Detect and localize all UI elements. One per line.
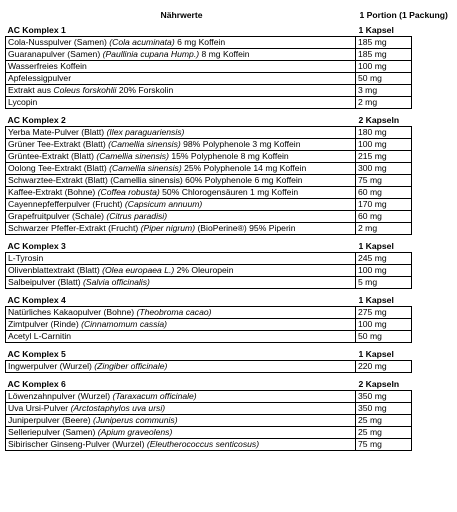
ingredient-label: Guaranapulver (Samen) bbox=[8, 49, 103, 59]
ingredient-name bbox=[6, 85, 356, 97]
ingredient-detail: 98% Polyphenole 3 mg Koffein bbox=[180, 139, 301, 149]
ingredient-row bbox=[6, 319, 412, 331]
ingredient-row bbox=[6, 163, 412, 175]
ingredient-row bbox=[6, 307, 412, 319]
ingredient-name bbox=[6, 61, 356, 73]
ingredient-amount: 275 mg bbox=[356, 307, 412, 319]
ingredient-row bbox=[6, 139, 412, 151]
ingredient-amount: 25 mg bbox=[356, 427, 412, 439]
ingredient-name bbox=[6, 277, 356, 289]
group-name: AC Komplex 3 bbox=[7, 240, 66, 251]
ingredient-name bbox=[6, 211, 356, 223]
ingredient-detail: 8 mg Koffein bbox=[199, 49, 250, 59]
ingredient-latin-name: (Theobroma cacao) bbox=[136, 307, 212, 317]
group-header-row bbox=[6, 240, 412, 253]
ingredient-name bbox=[6, 151, 356, 163]
ingredient-label: Ingwerpulver (Wurzel) bbox=[8, 361, 95, 371]
ingredient-name bbox=[6, 187, 356, 199]
ingredient-detail: 20% Forskolin bbox=[116, 85, 174, 95]
ingredient-amount: 25 mg bbox=[356, 415, 412, 427]
ingredient-latin-name: (Coffea robusta) bbox=[97, 187, 160, 197]
ingredient-row bbox=[6, 37, 412, 49]
ingredient-row bbox=[6, 415, 412, 427]
ingredient-latin-name: (Juniperus communis) bbox=[93, 415, 178, 425]
ingredient-name bbox=[6, 139, 356, 151]
ingredient-name bbox=[6, 319, 356, 331]
ingredient-name bbox=[6, 163, 356, 175]
ingredient-detail: 50% Chlorogensäuren 1 mg Koffein bbox=[159, 187, 299, 197]
ingredient-amount: 215 mg bbox=[356, 151, 412, 163]
ingredient-row bbox=[6, 211, 412, 223]
ingredient-latin-name: (Camellia sinensis) bbox=[109, 163, 182, 173]
ingredient-amount: 50 mg bbox=[356, 73, 412, 85]
ingredient-amount: 75 mg bbox=[356, 175, 412, 187]
group-header-row bbox=[6, 114, 412, 127]
ingredient-row bbox=[6, 331, 412, 343]
ingredient-row bbox=[6, 175, 412, 187]
ingredient-latin-name: (Citrus paradisi) bbox=[106, 211, 168, 221]
group-serving: 2 Kapseln bbox=[358, 114, 400, 125]
ingredient-latin-name: (Piper nigrum) bbox=[140, 223, 196, 233]
ingredient-amount: 185 mg bbox=[356, 49, 412, 61]
group-header-row bbox=[6, 294, 412, 307]
ingredient-row bbox=[6, 199, 412, 211]
ingredient-label: Natürliches Kakaopulver (Bohne) bbox=[8, 307, 137, 317]
ingredient-label: Cola-Nusspulver (Samen) bbox=[8, 37, 110, 47]
ingredient-row bbox=[6, 427, 412, 439]
group-name: AC Komplex 5 bbox=[7, 348, 66, 359]
ingredient-name bbox=[6, 391, 356, 403]
group-serving: 1 Kapsel bbox=[358, 294, 394, 305]
ingredient-amount: 2 mg bbox=[356, 97, 412, 109]
ingredient-name bbox=[6, 37, 356, 49]
ingredient-detail: 25% Polyphenole 14 mg Koffein bbox=[181, 163, 307, 173]
ingredient-latin-name: (Camellia sinensis) bbox=[96, 151, 169, 161]
ingredient-latin-name: (Cola acuminata) bbox=[109, 37, 175, 47]
ingredient-name bbox=[6, 97, 356, 109]
ingredient-name bbox=[6, 223, 356, 235]
ingredient-label: Acetyl L-Carnitin bbox=[8, 331, 72, 341]
header-nutrients: Nährwerte bbox=[160, 10, 203, 20]
ingredient-amount: 50 mg bbox=[356, 331, 412, 343]
ingredient-amount: 220 mg bbox=[356, 361, 412, 373]
ingredient-label: Löwenzahnpulver (Wurzel) bbox=[8, 391, 113, 401]
ingredient-row bbox=[6, 49, 412, 61]
ingredient-name bbox=[6, 361, 356, 373]
ingredient-amount: 245 mg bbox=[356, 253, 412, 265]
ingredient-row bbox=[6, 403, 412, 415]
ingredient-amount: 100 mg bbox=[356, 265, 412, 277]
ingredient-label: Yerba Mate-Pulver (Blatt) bbox=[8, 127, 107, 137]
ingredient-detail: 6 mg Koffein bbox=[174, 37, 226, 47]
ingredient-label: Selleriepulver (Samen) bbox=[8, 427, 98, 437]
ingredient-name bbox=[6, 253, 356, 265]
ingredient-row bbox=[6, 361, 412, 373]
ingredient-label: Grüntee-Extrakt (Blatt) bbox=[8, 151, 97, 161]
ingredient-name bbox=[6, 265, 356, 277]
ingredient-label: Grüner Tee-Extrakt (Blatt) bbox=[8, 139, 109, 149]
ingredient-name bbox=[6, 307, 356, 319]
ingredient-name bbox=[6, 415, 356, 427]
ingredient-amount: 2 mg bbox=[356, 223, 412, 235]
group-name: AC Komplex 4 bbox=[7, 294, 66, 305]
ingredient-latin-name: (Apium graveolens) bbox=[97, 427, 173, 437]
group-header-row bbox=[6, 378, 412, 391]
ingredient-detail: (BioPerine®) 95% Piperin bbox=[195, 223, 296, 233]
ingredient-amount: 350 mg bbox=[356, 403, 412, 415]
ingredient-label: Cayennepfefferpulver (Frucht) bbox=[8, 199, 125, 209]
ingredient-name bbox=[6, 73, 356, 85]
ingredient-name bbox=[6, 127, 356, 139]
ingredient-name bbox=[6, 439, 356, 451]
ingredient-amount: 100 mg bbox=[356, 319, 412, 331]
ingredient-latin-name: (Capsicum annuum) bbox=[124, 199, 203, 209]
ingredient-row bbox=[6, 97, 412, 109]
ingredient-row bbox=[6, 85, 412, 97]
group-serving: 2 Kapseln bbox=[358, 378, 400, 389]
ingredient-amount: 100 mg bbox=[356, 139, 412, 151]
ingredient-label: Schwarzer Pfeffer-Extrakt (Frucht) bbox=[8, 223, 141, 233]
ingredient-row bbox=[6, 73, 412, 85]
ingredient-latin-name: (Eleutherococcus senticosus) bbox=[146, 439, 260, 449]
ingredient-amount: 60 mg bbox=[356, 187, 412, 199]
ingredient-label: Wasserfreies Koffein bbox=[8, 61, 87, 71]
ingredient-label: Grapefruitpulver (Schale) bbox=[8, 211, 107, 221]
group-serving: 1 Kapsel bbox=[358, 240, 394, 251]
ingredient-row bbox=[6, 439, 412, 451]
group-serving: 1 Kapsel bbox=[358, 348, 394, 359]
ingredient-name bbox=[6, 199, 356, 211]
ingredient-label: Zimtpulver (Rinde) bbox=[8, 319, 82, 329]
ingredient-label: Uva Ursi-Pulver bbox=[8, 403, 71, 413]
ingredient-amount: 170 mg bbox=[356, 199, 412, 211]
ingredient-name bbox=[6, 49, 356, 61]
group-name: AC Komplex 2 bbox=[7, 114, 66, 125]
ingredient-label: Juniperpulver (Beere) bbox=[8, 415, 94, 425]
ingredient-row bbox=[6, 253, 412, 265]
ingredient-label: L-Tyrosin bbox=[8, 253, 44, 263]
ingredient-latin-name: (Taraxacum officinale) bbox=[112, 391, 197, 401]
ingredient-label: Sibirischer Ginseng-Pulver (Wurzel) bbox=[8, 439, 147, 449]
group-name: AC Komplex 1 bbox=[7, 24, 66, 35]
group-serving: 1 Kapsel bbox=[358, 24, 394, 35]
ingredient-row bbox=[6, 277, 412, 289]
ingredient-latin-name: (Arctostaphylos uva ursi) bbox=[70, 403, 166, 413]
ingredient-row bbox=[6, 127, 412, 139]
ingredient-row bbox=[6, 265, 412, 277]
nutrition-table bbox=[5, 7, 448, 451]
ingredient-latin-name: (Camellia sinensis) bbox=[108, 139, 181, 149]
ingredient-label: Apfelessigpulver bbox=[8, 73, 72, 83]
ingredient-row bbox=[6, 151, 412, 163]
ingredient-label: Oolong Tee-Extrakt (Blatt) bbox=[8, 163, 110, 173]
ingredient-amount: 3 mg bbox=[356, 85, 412, 97]
ingredient-latin-name: (Zingiber officinale) bbox=[94, 361, 168, 371]
ingredient-name bbox=[6, 403, 356, 415]
ingredient-label: Salbeipulver (Blatt) bbox=[8, 277, 83, 287]
ingredient-detail: 15% Polyphenole 8 mg Koffein bbox=[168, 151, 289, 161]
ingredient-latin-name: (Cinnamomum cassia) bbox=[81, 319, 168, 329]
ingredient-row bbox=[6, 61, 412, 73]
ingredient-label: Olivenblattextrakt (Blatt) bbox=[8, 265, 103, 275]
ingredient-name bbox=[6, 331, 356, 343]
ingredient-latin-name: (Salvia officinalis) bbox=[83, 277, 150, 287]
ingredient-amount: 5 mg bbox=[356, 277, 412, 289]
ingredient-amount: 180 mg bbox=[356, 127, 412, 139]
ingredient-latin-name: Coleus forskohlii bbox=[53, 85, 117, 95]
ingredient-row bbox=[6, 223, 412, 235]
ingredient-label: Schwarztee-Extrakt (Blatt) (Camellia sinensis) 60% Polyphenole 6 mg Koffein bbox=[8, 175, 303, 185]
ingredient-name bbox=[6, 427, 356, 439]
group-header-row bbox=[6, 24, 412, 37]
ingredient-row bbox=[6, 187, 412, 199]
ingredient-name bbox=[6, 175, 356, 187]
ingredient-latin-name: (Ilex paraguariensis) bbox=[106, 127, 185, 137]
ingredient-detail: 2% Oleuropein bbox=[174, 265, 234, 275]
ingredient-latin-name: (Olea europaea L.) bbox=[102, 265, 175, 275]
ingredient-amount: 350 mg bbox=[356, 391, 412, 403]
ingredient-amount: 185 mg bbox=[356, 37, 412, 49]
table-header-row bbox=[6, 7, 412, 24]
nutrition-table-body bbox=[6, 7, 448, 451]
group-name: AC Komplex 6 bbox=[7, 378, 66, 389]
ingredient-label: Kaffee-Extrakt (Bohne) bbox=[8, 187, 98, 197]
ingredient-amount: 300 mg bbox=[356, 163, 412, 175]
ingredient-row bbox=[6, 391, 412, 403]
header-serving: 1 Portion (1 Packung) bbox=[359, 10, 448, 20]
ingredient-amount: 100 mg bbox=[356, 61, 412, 73]
ingredient-label: Extrakt aus bbox=[8, 85, 54, 95]
ingredient-label: Lycopin bbox=[8, 97, 38, 107]
group-header-row bbox=[6, 348, 412, 361]
ingredient-latin-name: (Paullinia cupana Hump.) bbox=[102, 49, 200, 59]
ingredient-amount: 75 mg bbox=[356, 439, 412, 451]
ingredient-amount: 60 mg bbox=[356, 211, 412, 223]
